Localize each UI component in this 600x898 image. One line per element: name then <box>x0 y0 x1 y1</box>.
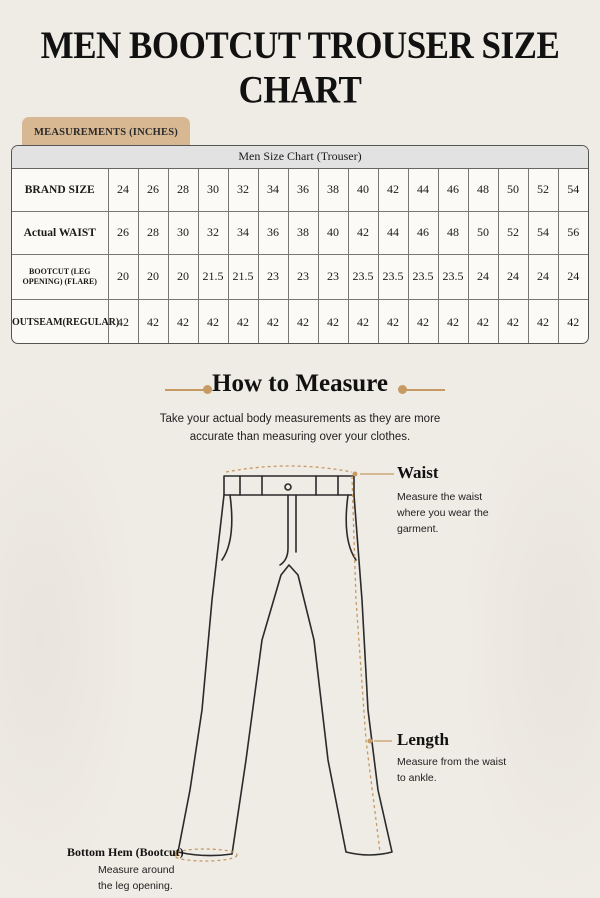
measurements-tab: MEASUREMENTS (INCHES) <box>22 117 190 147</box>
cell: 42 <box>408 299 438 344</box>
cell: 23 <box>288 254 318 299</box>
fly-stitch <box>280 495 296 565</box>
cell: 28 <box>138 211 168 254</box>
cell: 48 <box>438 211 468 254</box>
cell: 21.5 <box>228 254 258 299</box>
cell: 24 <box>558 254 588 299</box>
cell: 44 <box>408 168 438 211</box>
cell: 23 <box>318 254 348 299</box>
page-title: MEN BOOTCUT TROUSER SIZE CHART <box>40 23 560 112</box>
cell: 42 <box>258 299 288 344</box>
cell: 42 <box>108 299 138 344</box>
cell: 54 <box>528 211 558 254</box>
cell: 30 <box>198 168 228 211</box>
cell: 34 <box>258 168 288 211</box>
cell: 50 <box>498 168 528 211</box>
how-to-heading: How to Measure <box>212 370 388 397</box>
belt-loops <box>240 476 338 495</box>
cell: 38 <box>288 211 318 254</box>
row-label: BRAND SIZE <box>12 168 108 211</box>
cell: 42 <box>438 299 468 344</box>
cell: 24 <box>108 168 138 211</box>
cell: 46 <box>438 168 468 211</box>
cell: 46 <box>408 211 438 254</box>
cell: 42 <box>348 299 378 344</box>
cell: 20 <box>108 254 138 299</box>
row-label: OUTSEAM(REGULAR) <box>12 299 108 344</box>
cell: 42 <box>318 299 348 344</box>
cell: 40 <box>348 168 378 211</box>
waist-desc: Measure the waist where you wear the garment. <box>397 491 489 535</box>
cell: 30 <box>168 211 198 254</box>
table-caption: Men Size Chart (Trouser) <box>12 146 588 168</box>
cell: 23 <box>258 254 288 299</box>
hem-desc: Measure around the leg opening. <box>98 864 175 892</box>
cell: 23.5 <box>408 254 438 299</box>
button-icon <box>285 484 291 490</box>
cell: 56 <box>558 211 588 254</box>
cell: 21.5 <box>198 254 228 299</box>
cell: 42 <box>198 299 228 344</box>
cell: 44 <box>378 211 408 254</box>
cell: 28 <box>168 168 198 211</box>
cell: 20 <box>138 254 168 299</box>
waist-guide <box>226 466 352 472</box>
cell: 38 <box>318 168 348 211</box>
cell: 23.5 <box>378 254 408 299</box>
cell: 24 <box>468 254 498 299</box>
cell: 42 <box>528 299 558 344</box>
length-desc: Measure from the waist to ankle. <box>397 756 507 784</box>
cell: 42 <box>138 299 168 344</box>
trouser-outline <box>178 495 392 856</box>
waistband-outline <box>224 476 354 495</box>
cell: 26 <box>108 211 138 254</box>
cell: 42 <box>228 299 258 344</box>
cell: 23.5 <box>348 254 378 299</box>
cell: 23.5 <box>438 254 468 299</box>
cell: 52 <box>528 168 558 211</box>
cell: 42 <box>378 299 408 344</box>
cell: 36 <box>288 168 318 211</box>
cell: 42 <box>468 299 498 344</box>
cell: 26 <box>138 168 168 211</box>
cell: 54 <box>558 168 588 211</box>
waist-title: Waist <box>397 463 439 482</box>
length-title: Length <box>397 730 449 749</box>
cell: 24 <box>528 254 558 299</box>
cell: 32 <box>198 211 228 254</box>
cell: 50 <box>468 211 498 254</box>
cell: 36 <box>258 211 288 254</box>
cell: 20 <box>168 254 198 299</box>
cell: 42 <box>168 299 198 344</box>
cell: 24 <box>498 254 528 299</box>
cell: 42 <box>348 211 378 254</box>
row-label: Actual WAIST <box>12 211 108 254</box>
cell: 52 <box>498 211 528 254</box>
cell: 40 <box>318 211 348 254</box>
hem-title: Bottom Hem (Bootcut) <box>67 845 184 859</box>
cell: 34 <box>228 211 258 254</box>
cell: 42 <box>558 299 588 344</box>
row-label: BOOTCUT (LEG OPENING) (FLARE) <box>12 254 108 299</box>
cell: 48 <box>468 168 498 211</box>
cell: 42 <box>498 299 528 344</box>
cell: 42 <box>288 299 318 344</box>
cell: 42 <box>378 168 408 211</box>
cell: 32 <box>228 168 258 211</box>
intro-text: Take your actual body measurements as they are more accurate than measuring over your clothes. <box>159 413 441 443</box>
